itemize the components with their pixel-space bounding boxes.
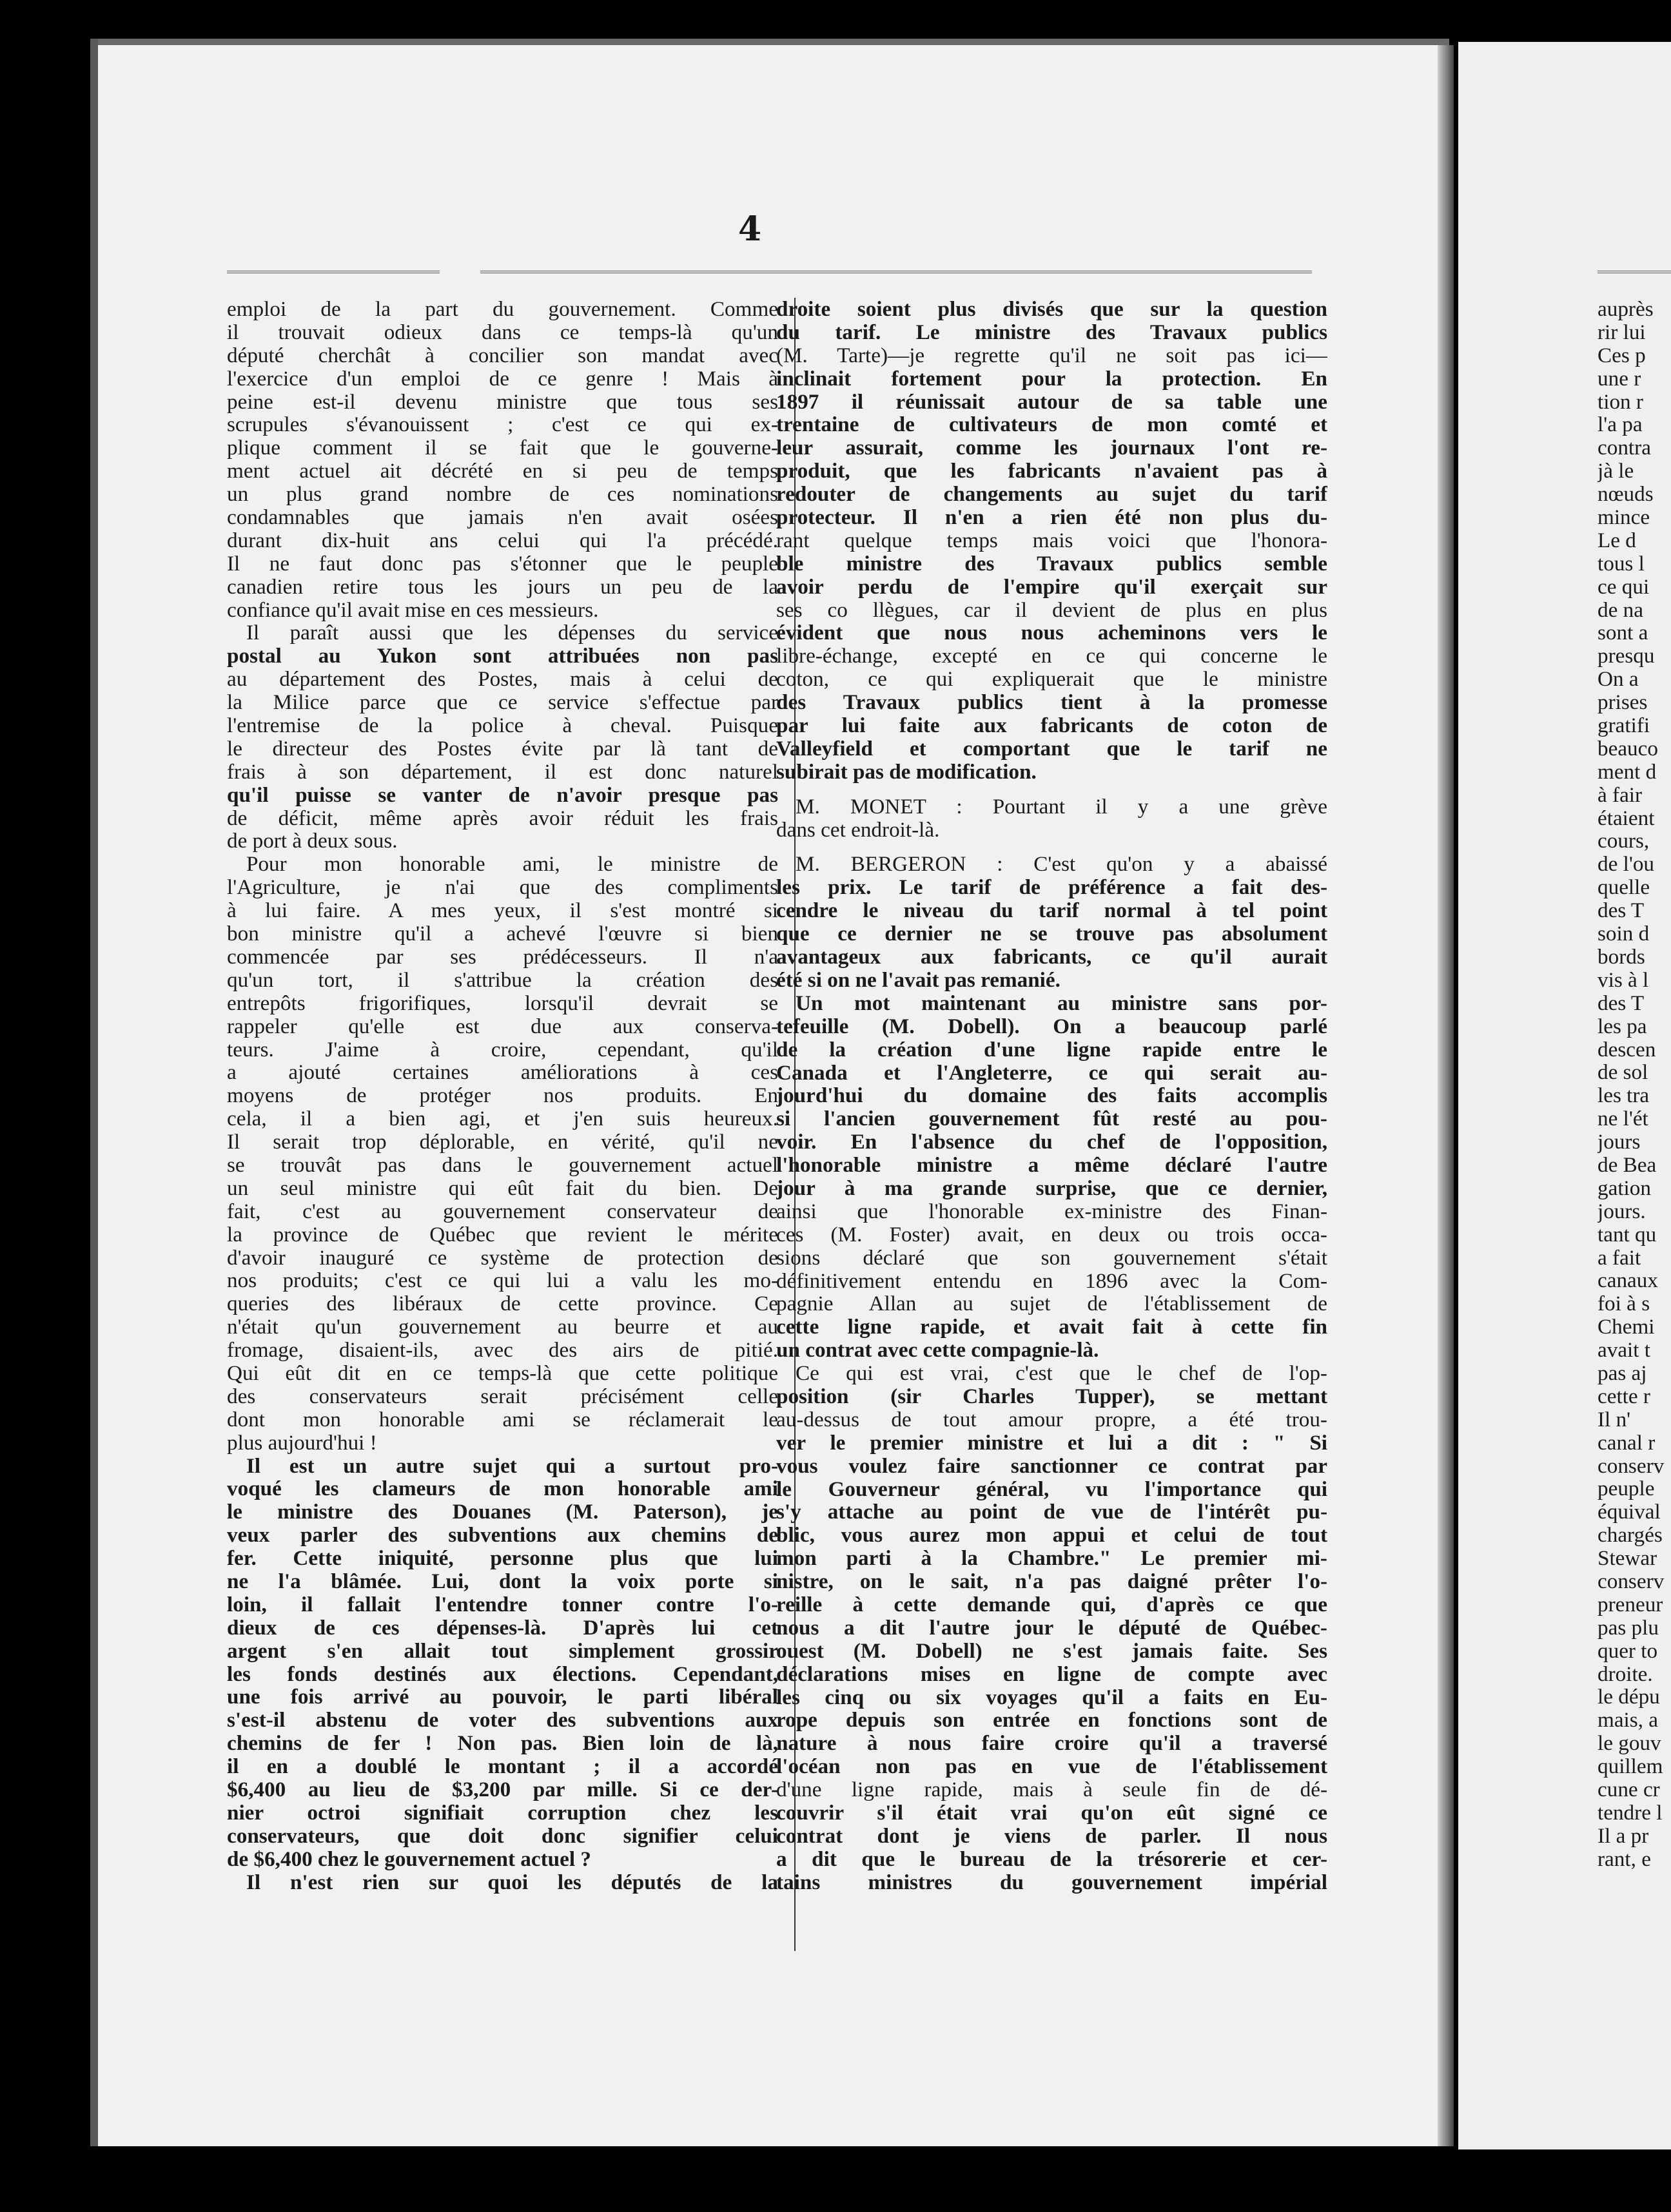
text-line: se trouvât pas dans le gouvernement actuel xyxy=(227,1153,778,1177)
text-line: blic, vous aurez mon appui et celui de tout xyxy=(776,1524,1327,1547)
text-line: la Milice parce que ce service s'effectue par xyxy=(227,691,778,715)
text-line: ment actuel ait décrété en si peu de temps xyxy=(227,460,778,483)
text-line: du tarif. Le ministre des Travaux publics xyxy=(776,320,1327,344)
text-column-left xyxy=(227,298,778,1894)
text-line: qu'il puisse se vanter de n'avoir presque pas xyxy=(227,783,778,807)
text-line: les cinq ou six voyages qu'il a faits en Eu- xyxy=(776,1685,1327,1709)
page-number: 4 xyxy=(738,209,762,249)
text-line-fragment: Il n' xyxy=(1598,1408,1631,1431)
text-line-fragment: quillem xyxy=(1598,1755,1663,1778)
text-line: ver le premier ministre et lui a dit : " Si xyxy=(776,1431,1327,1455)
page-edge-left xyxy=(90,39,98,2146)
text-line-fragment: Il a pr xyxy=(1598,1824,1649,1848)
text-line: nistre, on le sait, n'a pas daigné prêter l'o- xyxy=(776,1570,1327,1593)
text-line: subirait pas de modification. xyxy=(776,760,1037,784)
text-line: Il ne faut donc pas s'étonner que le peuple xyxy=(227,552,778,576)
text-line: ainsi que l'honorable ex-ministre des Finan- xyxy=(776,1199,1327,1223)
text-line-fragment: Ces p xyxy=(1598,344,1646,367)
text-line: Canada et l'Angleterre, ce qui serait au- xyxy=(776,1061,1327,1085)
text-line: rant quelque temps mais voici que l'honora- xyxy=(776,529,1327,552)
text-line: Valleyfield et comportant que le tarif ne xyxy=(776,737,1327,761)
text-line: chemins de fer ! Non pas. Bien loin de là, xyxy=(227,1732,778,1756)
text-line: déclarations mises en ligne de compte avec xyxy=(776,1662,1327,1686)
text-line: à lui faire. A mes yeux, il s'est montré si xyxy=(227,899,778,923)
text-line-fragment: cette r xyxy=(1598,1384,1650,1408)
text-line: a dit que le bureau de la trésorerie et cer- xyxy=(776,1847,1327,1871)
text-line: par lui faite aux fabricants de coton de xyxy=(776,714,1327,737)
text-line: le Gouverneur général, vu l'importance qui xyxy=(776,1477,1327,1501)
text-column-adjacent-page xyxy=(1598,298,1671,1871)
text-line-fragment: de l'ou xyxy=(1598,853,1655,877)
text-line: l'honorable ministre a même déclaré l'autre xyxy=(776,1154,1327,1177)
text-line: l'Agriculture, je n'ai que des compliments xyxy=(227,876,778,900)
text-line: Un mot maintenant au ministre sans por- xyxy=(796,991,1327,1015)
text-line: dont mon honorable ami se réclamerait le xyxy=(227,1408,778,1431)
text-line: jourd'hui du domaine des faits accomplis xyxy=(776,1084,1327,1108)
text-line: condamnables que jamais n'en avait osées xyxy=(227,506,778,529)
text-line: tains ministres du gouvernement impérial xyxy=(776,1870,1327,1894)
text-line: jour à ma grande surprise, que ce dernier, xyxy=(776,1176,1327,1200)
text-line-fragment: ce qui xyxy=(1598,575,1650,599)
text-line-fragment: soin d xyxy=(1598,922,1650,946)
text-line: queries des libéraux de cette province. Ce xyxy=(227,1292,778,1316)
text-line-fragment: rir lui xyxy=(1598,320,1646,344)
text-line-fragment: avait t xyxy=(1598,1339,1651,1362)
text-line-fragment: à fair xyxy=(1598,783,1643,807)
text-line-fragment: gation xyxy=(1598,1176,1651,1200)
text-line-fragment: des T xyxy=(1598,991,1645,1015)
text-line: plus aujourd'hui ! xyxy=(227,1431,377,1455)
text-line: nature à nous faire croire qu'il a traversé xyxy=(776,1732,1327,1756)
text-line-fragment: preneur xyxy=(1598,1593,1663,1616)
text-line: voqué les clameurs de mon honorable ami xyxy=(227,1477,778,1501)
text-line: postal au Yukon sont attribuées non pas xyxy=(227,645,778,668)
text-line-fragment: On a xyxy=(1598,668,1639,692)
text-line-fragment: canal r xyxy=(1598,1431,1656,1455)
text-line-fragment: chargés xyxy=(1598,1524,1663,1547)
text-line-fragment: gratifi xyxy=(1598,714,1650,737)
text-line-fragment: foi à s xyxy=(1598,1292,1650,1316)
text-line: M. BERGERON : C'est qu'on y a abaissé xyxy=(796,853,1327,877)
text-line: commencée par ses prédécesseurs. Il n'a xyxy=(227,945,778,969)
text-line: député cherchât à concilier son mandat avec xyxy=(227,344,778,367)
text-line: rope depuis son entrée en fonctions sont de xyxy=(776,1709,1327,1732)
text-line: si l'ancien gouvernement fût resté au pou- xyxy=(776,1107,1327,1131)
text-line: teurs. J'aime à croire, cependant, qu'il xyxy=(227,1038,778,1062)
text-line: inclinait fortement pour la protection. En xyxy=(776,367,1327,391)
text-line: cendre le niveau du tarif normal à tel point xyxy=(776,899,1327,923)
header-rule-next-page xyxy=(1598,271,1671,273)
text-line-fragment: ment d xyxy=(1598,760,1657,784)
text-line-fragment: prises xyxy=(1598,691,1648,715)
text-line: au département des Postes, mais à celui de xyxy=(227,668,778,692)
text-line: l'entremise de la police à cheval. Puisque xyxy=(227,714,778,737)
text-line: argent s'en allait tout simplement grossir xyxy=(227,1639,778,1663)
text-line-fragment: tant qu xyxy=(1598,1223,1657,1247)
text-line: des Travaux publics tient à la promesse xyxy=(776,691,1327,715)
text-line-fragment: Le d xyxy=(1598,529,1636,552)
text-line: dans cet endroit-là. xyxy=(776,818,940,842)
header-rule-right xyxy=(480,271,1312,273)
text-line-fragment: cours, xyxy=(1598,830,1650,853)
text-line: cela, il a bien agi, et j'en suis heureux. xyxy=(227,1107,778,1131)
text-line-fragment: les pa xyxy=(1598,1014,1647,1038)
text-line-fragment: tous l xyxy=(1598,552,1645,576)
text-line: qu'un tort, il s'attribue la création des xyxy=(227,968,778,992)
text-line: (M. Tarte)—je regrette qu'il ne soit pas ici— xyxy=(776,344,1327,367)
text-line-fragment: une r xyxy=(1598,367,1641,391)
text-line: frais à son département, il est donc naturel xyxy=(227,760,778,784)
text-line: de $6,400 chez le gouvernement actuel ? xyxy=(227,1847,591,1871)
text-line: Qui eût dit en ce temps-là que cette politique xyxy=(227,1361,778,1385)
text-line: l'exercice d'un emploi de ce genre ! Mais à xyxy=(227,367,778,391)
text-line: l'océan non pas en vue de l'établissement xyxy=(776,1755,1327,1779)
text-line: M. MONET : Pourtant il y a une grève xyxy=(796,795,1327,819)
text-line: il en a doublé le montant ; il a accordé xyxy=(227,1755,778,1778)
text-line: les fonds destinés aux élections. Cependant, xyxy=(227,1662,778,1686)
text-line-fragment: jours xyxy=(1598,1130,1641,1154)
text-line: avoir perdu de l'empire qu'il exerçait sur xyxy=(776,575,1327,599)
text-line: scrupules s'évanouissent ; c'est ce qui ex- xyxy=(227,413,778,437)
text-line: coton, ce qui expliquerait que le ministre xyxy=(776,668,1327,692)
text-line-fragment: mince xyxy=(1598,506,1650,529)
text-line: vous voulez faire sanctionner ce contrat par xyxy=(776,1454,1327,1478)
text-line-fragment: canaux xyxy=(1598,1269,1658,1293)
text-line-fragment: de Bea xyxy=(1598,1153,1657,1177)
text-line: redouter de changements au sujet du tarif xyxy=(776,483,1327,507)
text-line-fragment: bords xyxy=(1598,945,1645,969)
text-line-fragment: descen xyxy=(1598,1038,1656,1062)
text-line: Pour mon honorable ami, le ministre de xyxy=(246,853,778,877)
text-line: que ce dernier ne se trouve pas absolument xyxy=(776,922,1327,946)
text-line: évident que nous nous acheminons vers le xyxy=(776,621,1327,645)
text-line: fromage, disaient-ils, avec des airs de pitié. xyxy=(227,1339,778,1362)
text-line: Il serait trop déplorable, en vérité, qu'il ne xyxy=(227,1130,778,1154)
text-line: veux parler des subventions aux chemins de xyxy=(227,1524,778,1547)
text-line: loin, il fallait l'entendre tonner contre l'o- xyxy=(227,1593,778,1616)
text-line-fragment: nœuds xyxy=(1598,483,1654,507)
text-line: ses co llègues, car il devient de plus en plus xyxy=(776,598,1327,622)
text-line: la province de Québec que revient le mérite xyxy=(227,1223,778,1247)
text-line-fragment: l'a pa xyxy=(1598,413,1643,437)
text-line: n'était qu'un gouvernement au beurre et au xyxy=(227,1315,778,1339)
text-line: couvrir s'il était vrai qu'on eût signé ce xyxy=(776,1801,1327,1825)
text-line: le directeur des Postes évite par là tant de xyxy=(227,737,778,761)
text-line: a ajouté certaines améliorations à ces xyxy=(227,1061,778,1085)
text-line-fragment: le gouv xyxy=(1598,1732,1661,1756)
text-line-fragment: presqu xyxy=(1598,645,1655,668)
text-line: les prix. Le tarif de préférence a fait des- xyxy=(776,876,1327,900)
text-line: dieux de ces dépenses-là. D'après lui cet xyxy=(227,1616,778,1640)
text-line: canadien retire tous les jours un peu de la xyxy=(227,575,778,599)
text-line: un plus grand nombre de ces nominations xyxy=(227,483,778,507)
text-line: un seul ministre qui eût fait du bien. De xyxy=(227,1176,778,1200)
text-line: libre-échange, excepté en ce qui concerne le xyxy=(776,645,1327,668)
text-line: une fois arrivé au pouvoir, le parti libéral xyxy=(227,1685,778,1709)
text-line: durant dix-huit ans celui qui l'a précédé. xyxy=(227,529,778,552)
text-line: d'avoir inauguré ce système de protection de xyxy=(227,1246,778,1270)
header-rule-left xyxy=(227,271,440,273)
text-line: 1897 il réunissait autour de sa table une xyxy=(776,390,1327,414)
text-line: Il n'est rien sur quoi les députés de la xyxy=(246,1870,778,1894)
text-line: des conservateurs serait précisément celle xyxy=(227,1384,778,1408)
text-line: pagnie Allan au sujet de l'établissement de xyxy=(776,1292,1327,1316)
text-line-fragment: de sol xyxy=(1598,1061,1648,1085)
text-line: d'une ligne rapide, mais à seule fin de dé- xyxy=(776,1778,1327,1801)
text-line: reille à cette demande qui, d'après ce que xyxy=(776,1593,1327,1616)
text-line: mon parti à la Chambre." Le premier mi- xyxy=(776,1547,1327,1571)
text-line: droite soient plus divisés que sur la question xyxy=(776,298,1327,321)
text-line: définitivement entendu en 1896 avec la Com- xyxy=(776,1269,1327,1293)
text-line-fragment: quelle xyxy=(1598,876,1650,900)
text-line: fer. Cette iniquité, personne plus que lui xyxy=(227,1547,778,1570)
text-line-fragment: le dépu xyxy=(1598,1685,1660,1709)
text-line-fragment: pas aj xyxy=(1598,1361,1647,1385)
text-line: conservateurs, que doit donc signifier celui xyxy=(227,1824,778,1848)
text-line-fragment: conserv xyxy=(1598,1569,1665,1593)
text-line: au-dessus de tout amour propre, a été trou- xyxy=(776,1408,1327,1431)
text-line: position (sir Charles Tupper), se mettant xyxy=(776,1384,1327,1408)
text-line-fragment: Chemi xyxy=(1598,1315,1655,1339)
text-line-fragment: a fait xyxy=(1598,1246,1641,1270)
text-line-fragment: rant, e xyxy=(1598,1847,1651,1871)
text-line-fragment: cune cr xyxy=(1598,1778,1660,1801)
text-line: bon ministre qu'il a achevé l'œuvre si bien xyxy=(227,922,778,946)
text-line: produit, que les fabricants n'avaient pas à xyxy=(776,460,1327,483)
text-line-fragment: jours. xyxy=(1598,1199,1646,1223)
text-line-fragment: sont a xyxy=(1598,621,1648,645)
text-line: s'y attache au point de vue de l'intérêt pu- xyxy=(776,1500,1327,1524)
text-line: peine est-il devenu ministre que tous ses xyxy=(227,390,778,414)
text-line-fragment: contra xyxy=(1598,436,1651,460)
text-line: Il paraît aussi que les dépenses du service xyxy=(246,621,778,645)
text-line: ouest (M. Dobell) ne s'est jamais faite. Ses xyxy=(776,1639,1327,1663)
text-line: ne l'a blâmée. Lui, dont la voix porte si xyxy=(227,1569,778,1593)
text-line: plique comment il se fait que le gouverne- xyxy=(227,436,778,460)
text-line: nier octroi signifiait corruption chez les xyxy=(227,1801,778,1825)
text-line: un contrat avec cette compagnie-là. xyxy=(776,1339,1099,1363)
text-line: fait, c'est au gouvernement conservateur de xyxy=(227,1199,778,1223)
text-line-fragment: conserv xyxy=(1598,1454,1665,1478)
text-line: rappeler qu'elle est due aux conserva- xyxy=(227,1014,778,1038)
text-line: ces (M. Foster) avait, en deux ou trois occa- xyxy=(776,1223,1327,1247)
text-line-fragment: vis à l xyxy=(1598,968,1649,992)
text-line: nos produits; c'est ce qui lui a valu les mo- xyxy=(227,1269,778,1293)
text-line: voir. En l'absence du chef de l'opposition, xyxy=(776,1130,1327,1154)
text-line: été si on ne l'avait pas remanié. xyxy=(776,968,1060,992)
text-line: moyens de protéger nos produits. En xyxy=(227,1084,778,1108)
text-line: de port à deux sous. xyxy=(227,830,398,853)
text-line: ble ministre des Travaux publics semble xyxy=(776,552,1327,576)
text-line: tefeuille (M. Dobell). On a beaucoup parlé xyxy=(776,1014,1327,1038)
text-line-fragment: étaient xyxy=(1598,806,1655,830)
text-line-fragment: de na xyxy=(1598,598,1643,622)
text-line: confiance qu'il avait mise en ces messieurs. xyxy=(227,598,599,622)
text-line: sions déclaré que son gouvernement s'était xyxy=(776,1246,1327,1270)
text-line: Il est un autre sujet qui a surtout pro- xyxy=(246,1454,778,1478)
text-line: leur assurait, comme les journaux l'ont re- xyxy=(776,436,1327,460)
text-line-fragment: droite. xyxy=(1598,1662,1653,1686)
text-line: $6,400 au lieu de $3,200 par mille. Si ce der- xyxy=(227,1778,778,1801)
page-fold-shadow xyxy=(1438,45,1454,2146)
text-line: Ce qui est vrai, c'est que le chef de l'op- xyxy=(796,1362,1327,1385)
text-line-fragment: jà le xyxy=(1598,460,1634,483)
text-line-fragment: des T xyxy=(1598,899,1645,923)
text-line: nous a dit l'autre jour le député de Québec- xyxy=(776,1616,1327,1640)
text-line: contrat dont je viens de parler. Il nous xyxy=(776,1824,1327,1848)
text-line: le ministre des Douanes (M. Paterson), je xyxy=(227,1500,778,1524)
text-line: s'est-il abstenu de voter des subventions aux xyxy=(227,1709,778,1732)
text-line-fragment: équival xyxy=(1598,1500,1661,1524)
text-line: entrepôts frigorifiques, lorsqu'il devrait se xyxy=(227,991,778,1015)
text-line-fragment: auprès xyxy=(1598,298,1654,321)
text-column-right xyxy=(776,298,1327,1894)
text-line-fragment: tion r xyxy=(1598,390,1643,414)
text-line-fragment: tendre l xyxy=(1598,1801,1663,1825)
text-line-fragment: mais, a xyxy=(1598,1709,1659,1732)
text-line: cette ligne rapide, et avait fait à cette fin xyxy=(776,1315,1327,1339)
text-line-fragment: Stewar xyxy=(1598,1547,1657,1570)
text-line-fragment: beauco xyxy=(1598,737,1658,761)
text-line: trentaine de cultivateurs de mon comté et xyxy=(776,413,1327,437)
text-line-fragment: quer to xyxy=(1598,1639,1658,1663)
text-line: avantageux aux fabricants, ce qu'il aurait xyxy=(776,946,1327,969)
text-line-fragment: pas plu xyxy=(1598,1616,1659,1640)
text-line-fragment: les tra xyxy=(1598,1084,1650,1108)
text-line: de la création d'une ligne rapide entre le xyxy=(776,1038,1327,1062)
text-line: emploi de la part du gouvernement. Comme xyxy=(227,298,778,321)
text-line: il trouvait odieux dans ce temps-là qu'un xyxy=(227,320,778,344)
text-line: de déficit, même après avoir réduit les frais xyxy=(227,806,778,830)
text-line-fragment: ne l'ét xyxy=(1598,1107,1648,1131)
text-line-fragment: peuple xyxy=(1598,1477,1655,1501)
text-line: protecteur. Il n'en a rien été non plus du- xyxy=(776,506,1327,529)
